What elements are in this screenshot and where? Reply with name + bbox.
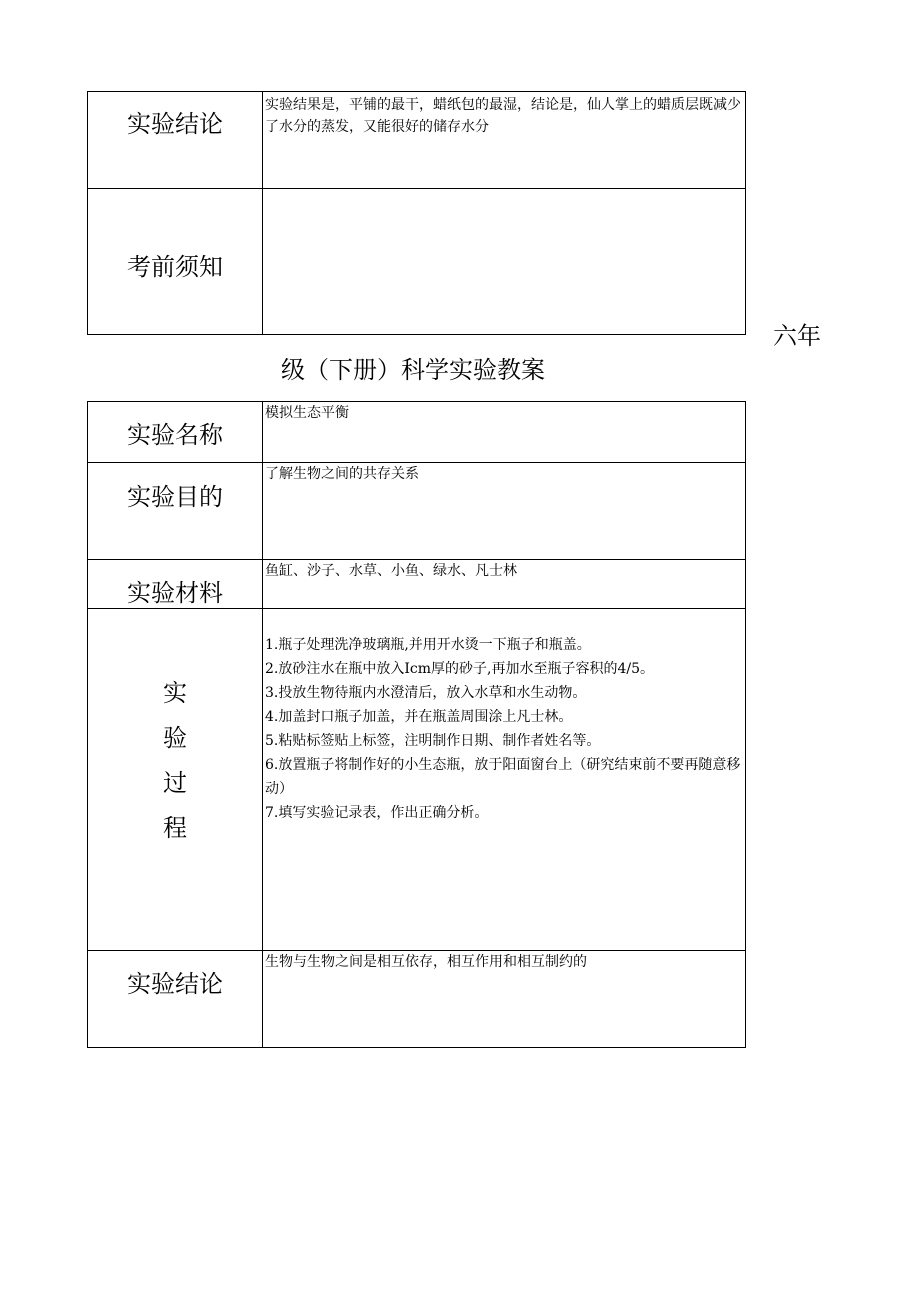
experiment-table-ecology	[87, 401, 746, 1048]
notes-row	[88, 189, 746, 335]
conclusion-row	[88, 92, 746, 189]
process-label-char: 程	[163, 814, 187, 842]
notes-content-cell	[263, 189, 746, 335]
materials-content-cell	[263, 560, 746, 609]
purpose-content-cell	[263, 463, 746, 560]
materials-label-cell	[88, 560, 263, 609]
name-row	[88, 402, 746, 463]
materials-label: 实验材料	[127, 579, 223, 607]
conclusion-label-cell	[88, 92, 263, 189]
purpose-label: 实验目的	[127, 483, 223, 511]
heading-part2: 级（下册）科学实验教案	[281, 356, 545, 384]
conclusion2-label-cell	[88, 951, 263, 1048]
name-value: 模拟生态平衡	[265, 405, 349, 421]
materials-row	[88, 560, 746, 609]
conclusion-content-cell	[263, 92, 746, 189]
materials-value: 鱼缸、沙子、水草、小鱼、绿水、凡士林	[265, 563, 517, 579]
purpose-value: 了解生物之间的共存关系	[265, 466, 419, 482]
purpose-label-cell	[88, 463, 263, 560]
conclusion2-value: 生物与生物之间是相互依存，相互作用和相互制约的	[265, 954, 587, 970]
conclusion-content: 实验结果是，平铺的最干，蜡纸包的最湿，结论是，仙人掌上的蜡质层既减少了水分的蒸发，又能很好的储存水分	[265, 97, 741, 135]
conclusion2-label: 实验结论	[127, 970, 223, 998]
process-step: 7.填写实验记录表，作出正确分析。	[265, 805, 489, 821]
process-step: 6.放置瓶子将制作好的小生态瓶，放于阳面窗台上（研究结束前不要再随意移动）	[265, 757, 741, 797]
notes-label-cell	[88, 189, 263, 335]
process-label-cell	[88, 609, 263, 951]
experiment-table-previous	[87, 91, 746, 335]
name-label-cell	[88, 402, 263, 463]
name-content-cell	[263, 402, 746, 463]
name-label: 实验名称	[127, 421, 223, 449]
process-label-char: 过	[163, 769, 187, 797]
process-row	[88, 609, 746, 951]
conclusion-label: 实验结论	[127, 110, 223, 138]
process-step: 4.加盖封口瓶子加盖，并在瓶盖周围涂上凡士林。	[265, 709, 573, 725]
process-label-char: 实	[163, 679, 187, 707]
process-step: 1.瓶子处理洗净玻璃瓶,并用开水烫一下瓶子和瓶盖。	[265, 637, 591, 653]
process-label-char: 验	[163, 724, 187, 752]
conclusion2-content-cell	[263, 951, 746, 1048]
process-step: 2.放砂注水在瓶中放入Icm厚的砂子,再加水至瓶子容积的4/5。	[265, 661, 654, 677]
notes-label: 考前须知	[127, 253, 223, 281]
process-step: 3.投放生物待瓶内水澄清后，放入水草和水生动物。	[265, 685, 587, 701]
heading-part1: 六年	[773, 322, 821, 350]
process-step: 5.粘贴标签贴上标签，注明制作日期、制作者姓名等。	[265, 733, 601, 749]
purpose-row	[88, 463, 746, 560]
conclusion2-row	[88, 951, 746, 1048]
process-content-cell	[263, 609, 746, 951]
